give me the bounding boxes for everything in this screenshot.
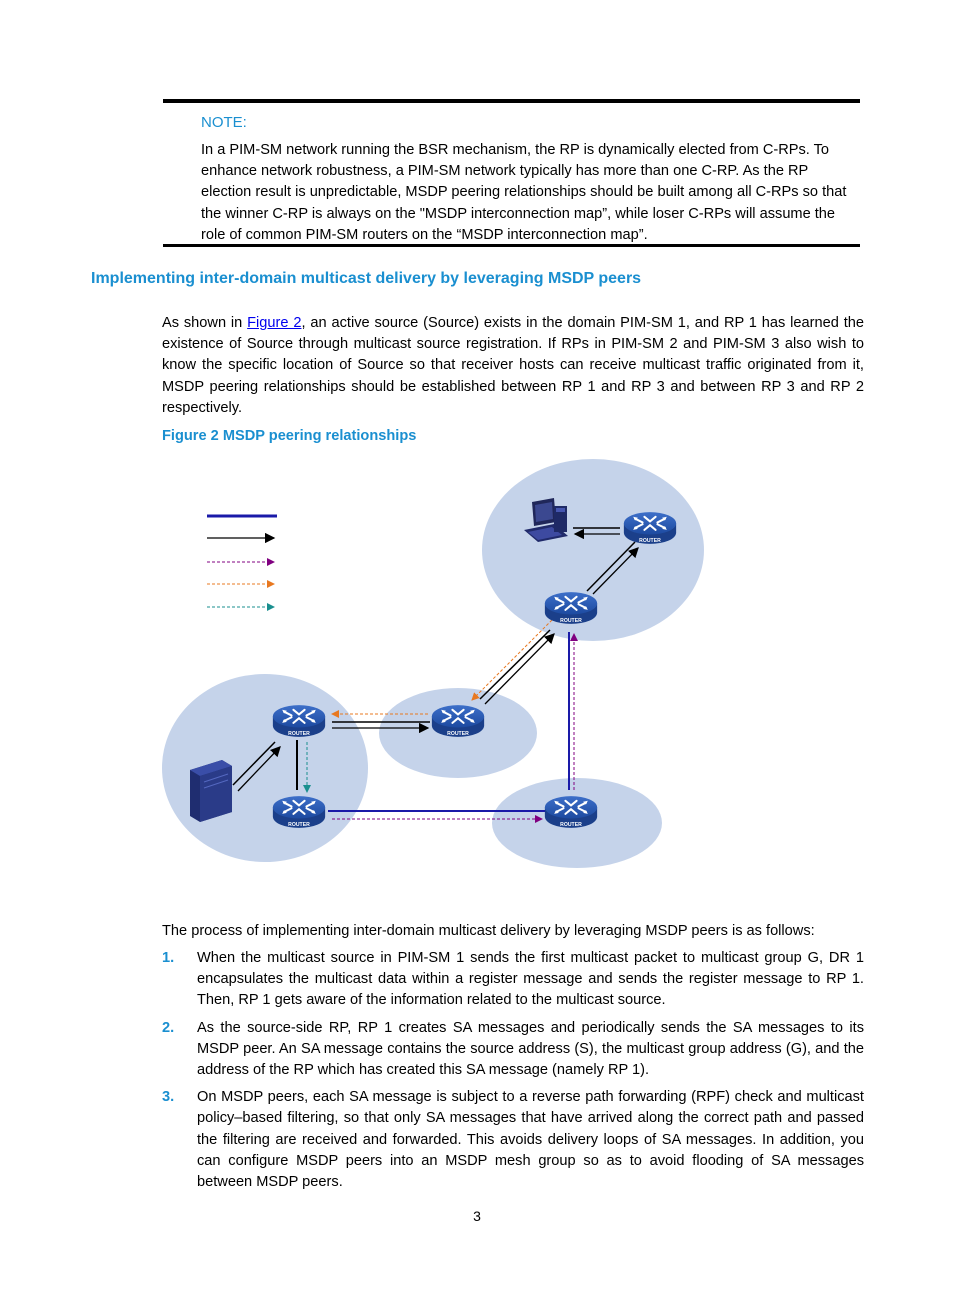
intro-text-after: , an active source (Source) exists in the domain PIM-SM 1, and RP 1 has learned the existence of Source through multicast source registration. If RPs in PIM-SM 2 and PIM-SM 3 also wish to know the specific location of Source so that receiver hosts can receive multicast traffic originated from it, MSDP peering relationships should be established between RP 1 and RP 3 and between RP 3 and RP 2 respectively. (162, 315, 864, 416)
list-item (162, 1018, 864, 1082)
section-heading: Implementing inter-domain multicast delivery by leveraging MSDP peers (91, 270, 642, 287)
msdp-figure (150, 450, 730, 880)
note-label: NOTE: (201, 114, 247, 131)
router-rp3 (545, 592, 597, 624)
router-transit (432, 705, 484, 737)
note-text: In a PIM-SM network running the BSR mechanism, the RP is dynamically elected from C-RPs. To enhance network robustness, a PIM-SM network typically has more than one C-RP. As the RP election result is unpredictable, MSDP peering relationships should be built among all C-RPs so that the winner C-RP is always on the "MSDP interconnection map”, while loser C-RPs will assume the role of common PIM-SM routers on the “MSDP interconnection map”. (201, 142, 847, 243)
process-intro: The process of implementing inter-domain multicast delivery by leveraging MSDP peers is as follows: (162, 923, 815, 939)
list-item (162, 948, 864, 1012)
figure-2-link[interactable]: Figure 2 (247, 315, 302, 331)
router-receiver-dr (624, 512, 676, 544)
source-server-icon (190, 760, 232, 822)
step-text: As the source-side RP, RP 1 creates SA messages and periodically sends the SA messages to its MSDP peer. An SA message contains the source address (S), the multicast group address (G), and the address of the RP which has created this SA message (namely RP 1). (197, 1019, 864, 1079)
step-text: On MSDP peers, each SA message is subject to a reverse path forwarding (RPF) check and multicast policy–based filtering, so that only SA messages that have arrived along the correct path and passed the filtering are received and forwarded. This avoids delivery loops of SA messages. In addition, you can configure MSDP peers into an MSDP mesh group so as to avoid flooding of SA messages between MSDP peers. (197, 1089, 864, 1191)
step-number: 3. (162, 1089, 175, 1106)
join-message-flow-rp3-transit (472, 620, 552, 700)
process-steps (162, 948, 864, 1199)
intro-paragraph (162, 313, 864, 419)
domain-pim-sm-1 (162, 674, 368, 862)
msdp-diagram: ROUTER (150, 450, 730, 880)
figure-caption: Figure 2 MSDP peering relationships (162, 428, 417, 444)
router-rp2 (545, 796, 597, 828)
router-rp1 (273, 705, 325, 737)
list-item (162, 1087, 864, 1193)
data-path-transit-rp3 (480, 630, 550, 699)
step-number: 2. (162, 1019, 175, 1036)
intro-text-before: As shown in (162, 315, 248, 331)
page-number: 3 (473, 1208, 481, 1224)
step-text: When the multicast source in PIM-SM 1 sends the first multicast packet to multicast group G, DR 1 encapsulates the multicast data within a register message and sends the register message to RP 1. Then, RP 1 gets aware of the information related to the multicast source. (197, 950, 864, 1009)
step-number: 1. (162, 950, 175, 966)
note-box (163, 99, 860, 247)
router-dr1 (273, 796, 325, 828)
data-path-transit-rp3-arrow (485, 634, 554, 704)
